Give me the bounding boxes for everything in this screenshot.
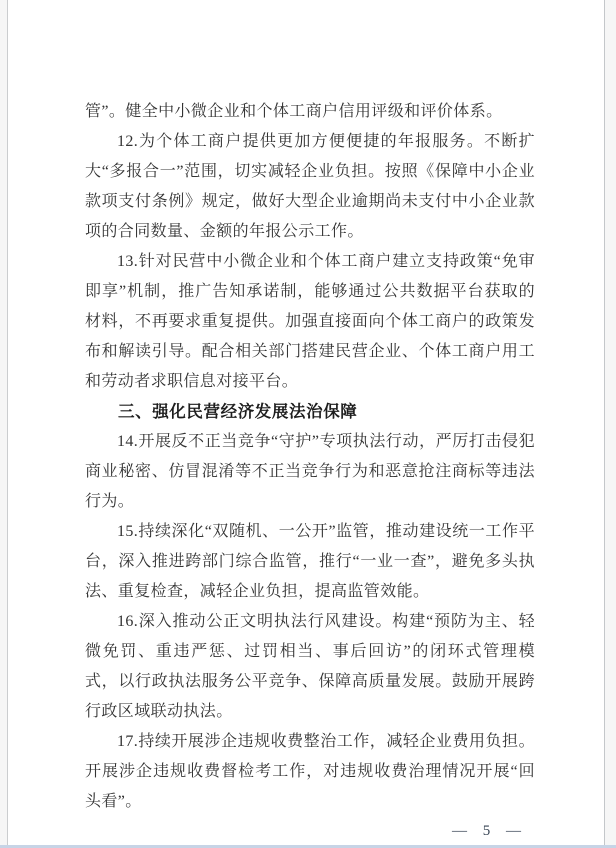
paragraph-continuation: 管”。健全中小微企业和个体工商户信用评级和评价体系。 bbox=[85, 103, 503, 120]
paragraph-item-16: 16.深入推动公正文明执法行风建设。构建“预防为主、轻微免罚、重违严惩、过罚相当、事后回访”的闭环式管理模式，以行政执法服务公平竞争、保障高质量发展。鼓励开展跨行政区域联动执法。 bbox=[85, 613, 535, 720]
paragraph-item-12: 12.为个体工商户提供更加方便便捷的年报服务。不断扩大“多报合一”范围，切实减轻企业负担。按照《保障中小企业款项支付条例》规定，做好大型企业逾期尚未支付中小企业款项的合同数量、金额的年报公示工作。 bbox=[85, 133, 535, 240]
page-content bbox=[85, 97, 535, 841]
paragraph-item-14: 14.开展反不正当竞争“守护”专项执法行动，严厉打击侵犯商业秘密、仿冒混淆等不正当竞争行为和恶意抢注商标等违法行为。 bbox=[85, 433, 535, 510]
paragraph-item-13: 13.针对民营中小微企业和个体工商户建立支持政策“免审即享”机制，推广告知承诺制，能够通过公共数据平台获取的材料，不再要求重复提供。加强直接面向个体工商户的政策发布和解读引导。配合相关部门搭建民营企业、个体工商户用工和劳动者求职信息对接平台。 bbox=[85, 253, 535, 390]
document-page bbox=[7, 0, 605, 845]
paragraph-item-15: 15.持续深化“双随机、一公开”监管，推动建设统一工作平台，深入推进跨部门综合监管，推行“一业一查”，避免多头执法、重复检查，减轻企业负担，提高监管效能。 bbox=[85, 523, 535, 600]
page-number: — 5 — bbox=[452, 823, 521, 839]
paragraph-item-17: 17.持续开展涉企违规收费整治工作，减轻企业费用负担。开展涉企违规收费督检考工作，对违规收费治理情况开展“回头看”。 bbox=[85, 733, 535, 810]
section-heading-3: 三、强化民营经济发展法治保障 bbox=[118, 403, 358, 421]
